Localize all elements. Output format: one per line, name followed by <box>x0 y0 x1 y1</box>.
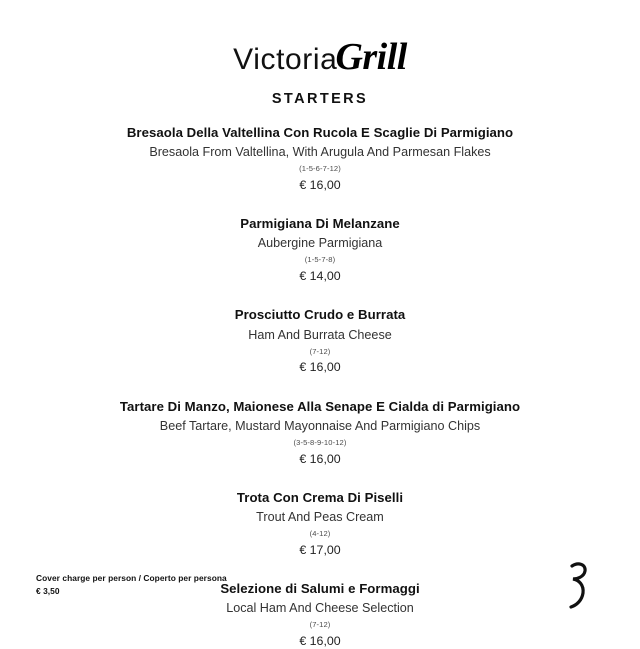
menu-item-allergens: (7-12) <box>309 346 331 356</box>
footer <box>36 572 227 598</box>
menu-item <box>0 398 640 467</box>
menu-item-description: Trout And Peas Cream <box>256 510 384 525</box>
menu-item <box>0 489 640 558</box>
menu-item-name: Parmigiana Di Melanzane <box>240 216 400 232</box>
menu-item <box>0 215 640 284</box>
menu-item-description: Aubergine Parmigiana <box>257 236 383 251</box>
menu-item-price: € 16,00 <box>299 178 341 193</box>
cover-charge-label: Cover charge per person / Coperto per persona <box>36 572 227 583</box>
restaurant-logo <box>0 0 640 76</box>
menu-item-description: Beef Tartare, Mustard Mayonnaise And Parmigiano Chips <box>159 418 481 433</box>
section-heading: STARTERS <box>271 91 369 107</box>
menu-item-description: Bresaola From Valtellina, With Arugula And Parmesan Flakes <box>149 145 491 160</box>
cover-charge-price: € 3,50 <box>36 585 60 596</box>
menu-item-name: Selezione di Salumi e Formaggi <box>220 581 420 597</box>
menu-item-allergens: (1-5-7-8) <box>304 255 336 265</box>
menu-item-price: € 17,00 <box>299 542 341 557</box>
menu-item-description: Local Ham And Cheese Selection <box>226 601 414 616</box>
menu-item-price: € 16,00 <box>299 451 341 466</box>
menu-item-name: Bresaola Della Valtellina Con Rucola E Scaglie Di Parmigiano <box>126 125 514 140</box>
menu-item-allergens: (4-12) <box>309 529 331 539</box>
menu-item-description: Ham And Burrata Cheese <box>248 327 392 342</box>
menu-item-allergens: (3-5-8-9-10-12) <box>293 437 347 447</box>
menu-item-allergens: (1-5-6-7-12) <box>299 164 341 174</box>
logo-text-grill: Grill <box>335 36 407 78</box>
menu-item-list <box>0 124 640 649</box>
menu-item-name: Tartare Di Manzo, Maionese Alla Senape E Cialda di Parmigiano <box>119 398 521 414</box>
menu-item-name: Trota Con Crema Di Piselli <box>236 489 404 505</box>
menu-item-allergens: (7-12) <box>309 620 331 630</box>
menu-item-price: € 16,00 <box>299 634 341 649</box>
logo-text-victoria: Victoria <box>233 43 338 76</box>
menu-item-name: Prosciutto Crudo e Burrata <box>234 307 406 323</box>
script-r-monogram-icon <box>558 556 602 612</box>
menu-item-price: € 16,00 <box>299 360 341 375</box>
menu-item-price: € 14,00 <box>299 269 341 284</box>
menu-item <box>0 124 640 193</box>
menu-item <box>0 306 640 375</box>
